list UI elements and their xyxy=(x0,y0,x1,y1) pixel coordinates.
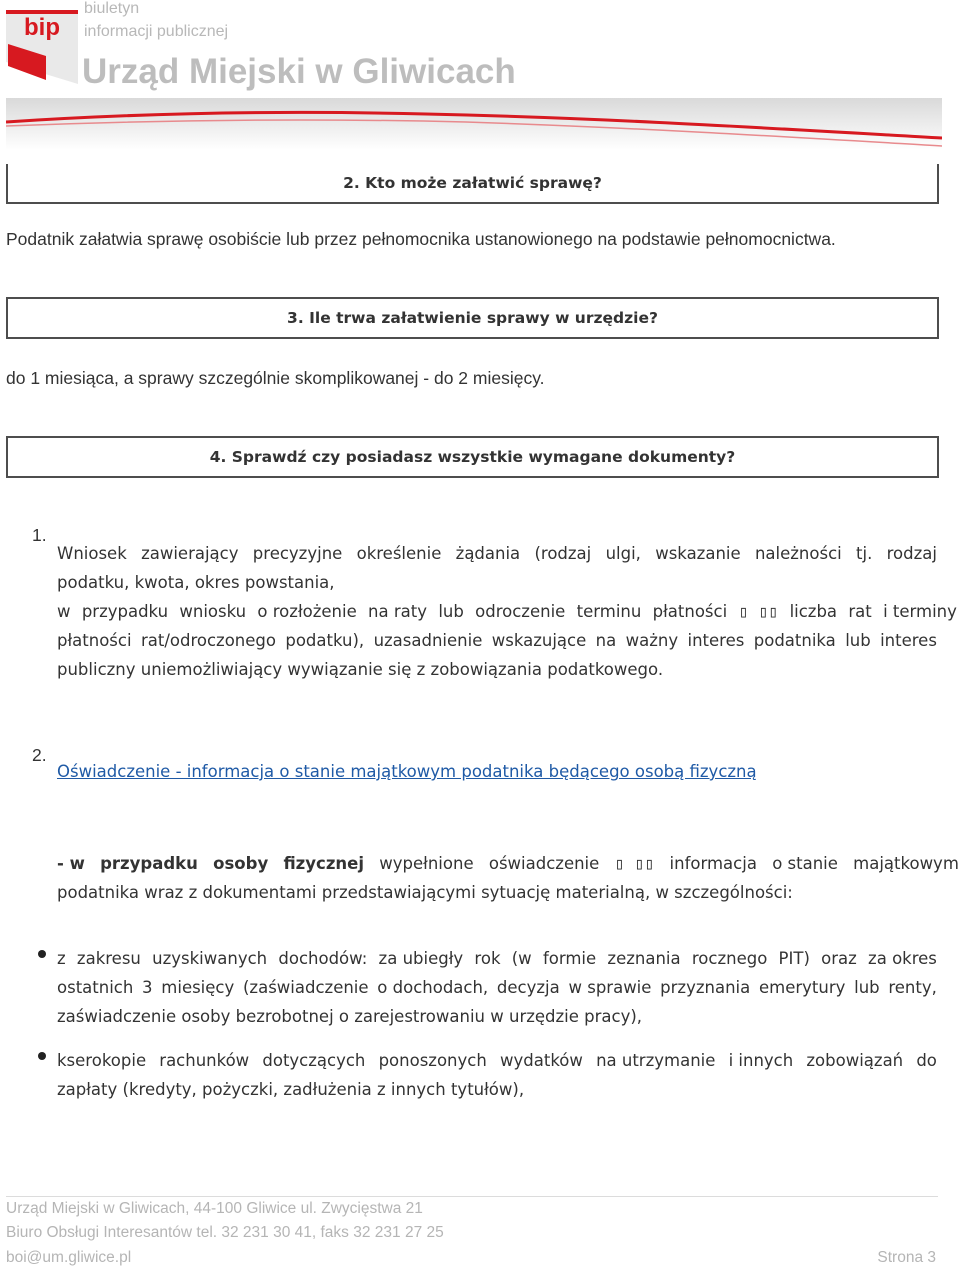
header-decoration xyxy=(6,98,942,150)
bullet-1-line: zaświadczenie osoby bezrobotnej o zarejestrowaniu w urzędzie pracy), xyxy=(57,1007,643,1026)
footer-address: Urząd Miejski w Gliwicach, 44-100 Gliwice ul. Zwycięstwa 21 xyxy=(6,1200,423,1217)
footer-divider xyxy=(6,1196,938,1197)
organization-title: Urząd Miejski w Gliwicach xyxy=(82,52,516,91)
svg-text:bip: bip xyxy=(24,14,60,41)
footer-email[interactable]: boi@um.gliwice.pl xyxy=(6,1249,132,1266)
section-2-text: Podatnik załatwia sprawę osobiście lub przez pełnomocnika ustanowionego na podstawie pełnomocnictwa. xyxy=(6,229,836,249)
item-1-text xyxy=(57,539,957,684)
item-1-line: podatku, kwota, okres powstania, xyxy=(57,573,335,592)
item-1-number: 1. xyxy=(32,525,47,545)
item-1-line: publiczny uniemożliwiający wywiązanie się z zobowiązania podatkowego. xyxy=(57,660,664,679)
bullet-1-line: ostatnich 3 miesięcy (zaświadczenie o dochodach, decyzja w sprawie przyznania emerytury lub renty, xyxy=(57,978,937,997)
page-number: Strona 3 xyxy=(877,1249,936,1266)
section-3-heading: 3. Ile trwa załatwienie sprawy w urzędzie? xyxy=(6,297,939,339)
bullet-icon xyxy=(38,1052,46,1060)
missing-glyph-icon: ▯ ▯▯ xyxy=(738,602,779,621)
declaration-link[interactable]: Oświadczenie - informacja o stanie majątkowym podatnika będącego osobą fizyczną xyxy=(57,762,757,781)
item-2-line: podatnika wraz z dokumentami przedstawiającymi sytuację materialną, w szczególności: xyxy=(57,883,793,902)
missing-glyph-icon: ▯ ▯▯ xyxy=(614,854,655,873)
bullet-2-text xyxy=(57,1046,937,1104)
section-4-heading: 4. Sprawdź czy posiadasz wszystkie wymagane dokumenty? xyxy=(6,436,939,478)
bullet-icon xyxy=(38,950,46,958)
item-2-paragraph xyxy=(57,849,959,907)
footer-office: Biuro Obsługi Interesantów tel. 32 231 30 41, faks 32 231 27 25 xyxy=(6,1224,444,1241)
item-1-line: Wniosek zawierający precyzyjne określenie żądania (rodzaj ulgi, wskazanie należności tj. rodzaj xyxy=(57,544,937,563)
item-2-number: 2. xyxy=(32,745,47,765)
bullet-1-line: z zakresu uzyskiwanych dochodów: za ubiegły rok (w formie zeznania rocznego PIT) oraz za okres xyxy=(57,949,937,968)
page-header xyxy=(0,0,960,150)
item-1-line: w przypadku wniosku o rozłożenie na raty lub odroczenie terminu płatności ▯ ▯▯ liczba rat i terminy xyxy=(57,597,957,626)
section-3-text: do 1 miesiąca, a sprawy szczególnie skomplikowanej - do 2 miesięcy. xyxy=(6,368,545,388)
bip-logo xyxy=(6,2,78,84)
tagline-biuletyn: biuletyn xyxy=(84,0,140,17)
tagline-informacji: informacji publicznej xyxy=(84,23,229,40)
bullet-1-text xyxy=(57,944,937,1031)
item-2-line: - w przypadku osoby fizycznej wypełnione oświadczenie ▯ ▯▯ informacja o stanie majątkowym xyxy=(57,849,959,878)
bullet-2-line: zapłaty (kredyty, pożyczki, zadłużenia z innych tytułów), xyxy=(57,1080,525,1099)
section-2-heading: 2. Kto może załatwić sprawę? xyxy=(6,164,939,204)
bullet-2-line: kserokopie rachunków dotyczących ponoszonych wydatków na utrzymanie i innych zobowiązań do xyxy=(57,1051,937,1070)
item-1-line: płatności rat/odroczonego podatku), uzasadnienie wskazujące na ważny interes podatnika lub interes xyxy=(57,631,937,650)
